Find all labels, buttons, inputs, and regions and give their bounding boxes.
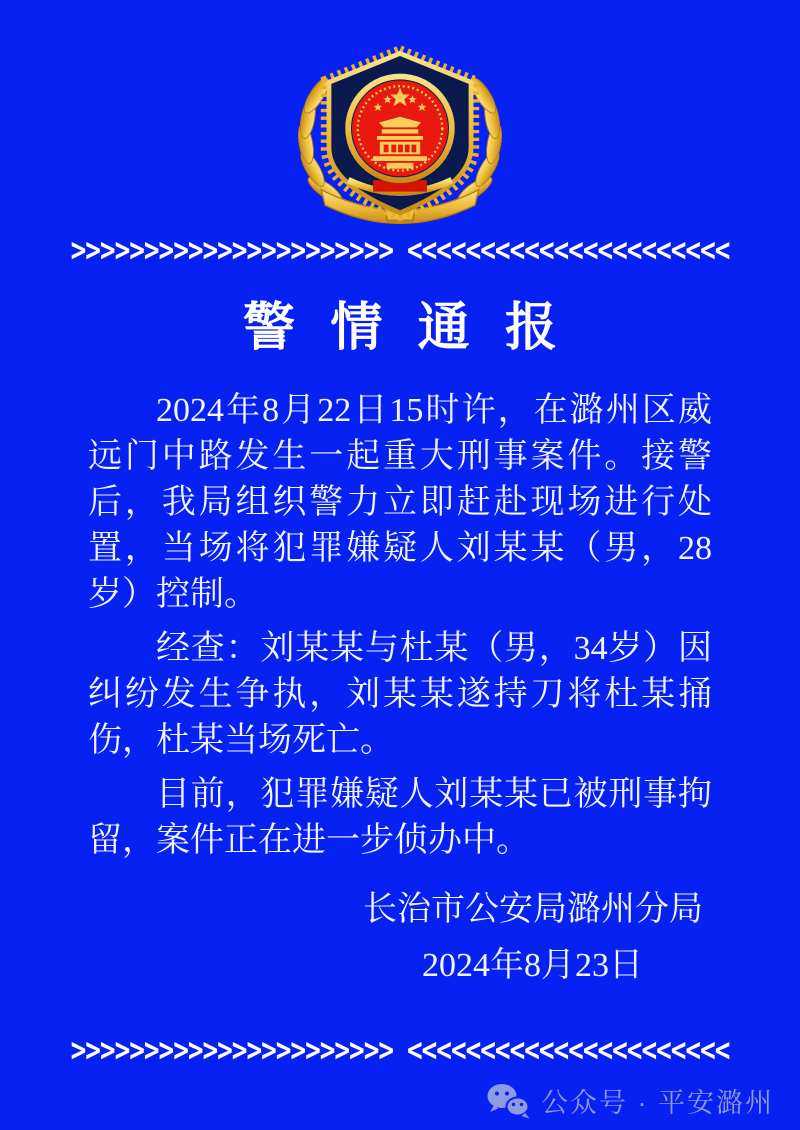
issue-date: 2024年8月23日 [422, 947, 643, 984]
wechat-account-label: 公众号 · 平安潞州 [541, 1088, 774, 1118]
divider-arrows-top [0, 232, 800, 270]
divider-arrows-bottom [0, 1032, 800, 1070]
police-badge-icon [282, 40, 518, 232]
notice-body [88, 388, 712, 864]
chevrons-right: >>>>>>>>>>>>>>>>>>>>>> [70, 232, 393, 270]
issuing-agency: 长治市公安局潞州分局 [363, 891, 703, 928]
paragraph-1: 2024年8月22日15时许，在潞州区威远门中路发生一起重大刑事案件。接警后，我局组织警力立即赶赴现场进行处置，当场将犯罪嫌疑人刘某某（男，28岁）控制。 [88, 392, 712, 614]
paragraph-3: 目前，犯罪嫌疑人刘某某已被刑事拘留，案件正在进一步侦办中。 [88, 776, 712, 860]
chevrons-left: <<<<<<<<<<<<<<<<<<<<<< [407, 232, 730, 270]
wechat-account-footer [485, 1081, 774, 1120]
chevrons-right: >>>>>>>>>>>>>>>>>>>>>> [70, 1032, 393, 1070]
wechat-icon [485, 1083, 531, 1119]
paragraph-2: 经查：刘某某与杜某（男，34岁）因纠纷发生争执，刘某某遂持刀将杜某捅伤，杜某当场死亡。 [88, 630, 712, 760]
chevrons-left: <<<<<<<<<<<<<<<<<<<<<< [407, 1032, 730, 1070]
page-title: 警情通报 [242, 300, 593, 357]
